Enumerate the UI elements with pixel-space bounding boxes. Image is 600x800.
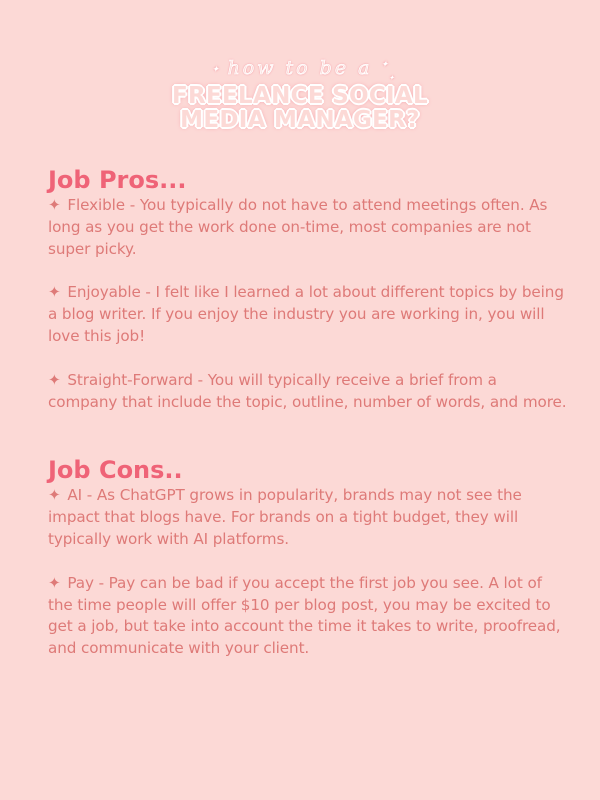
- pros-title: Job Pros...: [48, 166, 187, 194]
- sparkle-icon: ✦: [380, 60, 389, 70]
- header: [0, 56, 600, 132]
- pros-item: [48, 370, 568, 414]
- header-script-text: how to be a: [227, 57, 373, 79]
- star-icon: ✦: [48, 370, 61, 389]
- cons-item-text: Pay - Pay can be bad if you accept the first job you see. A lot of the time people will offer $10 per blog post, you may be excited to get a job, but take into account the time it takes to write, proofread, and communicate with your client.: [48, 573, 561, 658]
- pros-item-text: Straight-Forward - You will typically receive a brief from a company that include the topic, outline, number of words, and more.: [48, 370, 567, 411]
- headline-line-2: MEDIA MANAGER?: [180, 107, 420, 133]
- pros-section: [48, 165, 568, 413]
- cons-section: [48, 455, 568, 660]
- section-spacer: [48, 435, 568, 455]
- content: [48, 165, 568, 682]
- pros-item: [48, 282, 568, 347]
- star-icon: ✦: [48, 486, 61, 505]
- star-icon: ✦: [48, 573, 61, 592]
- cons-title: Job Cons..: [48, 456, 183, 485]
- cons-item-text: AI - As ChatGPT grows in popularity, brands may not see the impact that blogs have. For brands on a tight budget, they will typically work with AI platforms.: [48, 486, 522, 548]
- sparkle-icon: ✦: [388, 74, 395, 82]
- star-icon: ✦: [48, 196, 61, 214]
- pros-item: [48, 195, 568, 260]
- cons-item: [48, 573, 568, 660]
- star-icon: ✦: [48, 283, 61, 302]
- pros-item-text: Flexible - You typically do not have to attend meetings often. As long as you get the work done on-time, most companies are not super picky.: [48, 196, 548, 258]
- headline: [0, 84, 600, 132]
- cons-item: [48, 485, 568, 550]
- header-script-line: [211, 56, 395, 82]
- headline-line-1: FREELANCE SOCIAL: [172, 83, 428, 109]
- pros-item-text: Enjoyable - I felt like I learned a lot about different topics by being a blog writer. If you enjoy the industry you are working in, you will love this job!: [48, 283, 564, 345]
- sparkle-icon: ✦: [211, 65, 220, 75]
